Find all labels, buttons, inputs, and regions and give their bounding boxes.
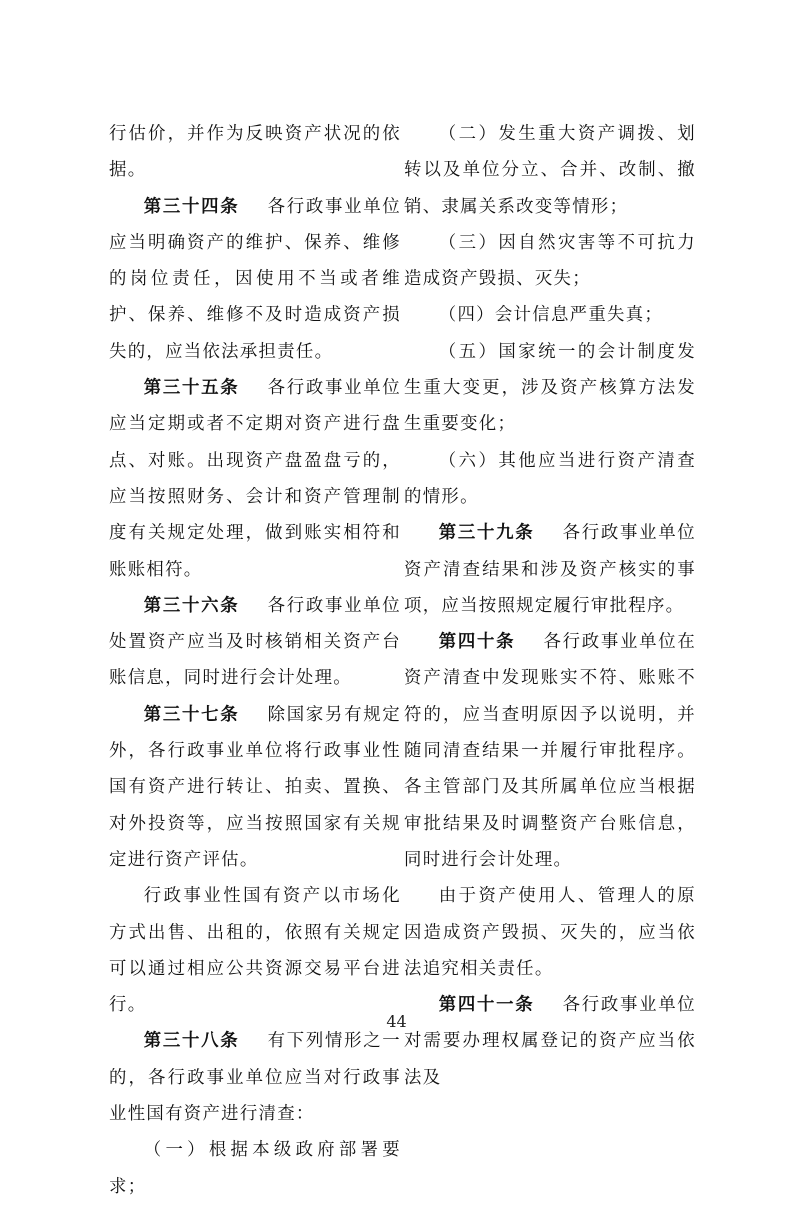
paragraph: 行政事业性国有资产以市场化方式出售、出租的，依照有关规定可以通过相应公共资源交易平台进行。 — [109, 886, 401, 1016]
article-text: 各行政事业单位对需要办理权属登记的资产应当依法及 — [404, 995, 696, 1088]
article-number: 第三十六条 — [143, 595, 240, 616]
article-paragraph — [109, 189, 401, 370]
list-item: （五）国家统一的会计制度发生重大变更，涉及资产核算方法发生重要变化； — [404, 341, 696, 435]
article-paragraph — [109, 370, 401, 588]
article-text: 有下列情形之一的，各行政事业单位应当对行政事业性国有资产进行清查： — [109, 1031, 401, 1125]
article-number: 第三十七条 — [143, 704, 240, 725]
article-paragraph — [109, 1023, 401, 1132]
article-text: 各行政事业单位在资产清查中发现账实不符、账账不符的，应当查明原因予以说明，并随同清查结果一并履行审批程序。各主管部门及其所属单位应当根据审批结果及时调整资产台账信息，同时进行会计处理。 — [404, 632, 697, 870]
article-number: 第三十五条 — [143, 378, 240, 399]
list-item: （二）发生重大资产调拨、划转以及单位分立、合并、改制、撤销、隶属关系改变等情形； — [404, 124, 696, 217]
article-text: 除国家另有规定外，各行政事业单位将行政事业性国有资产进行转让、拍卖、置换、对外投资等，应当按照国家有关规定进行资产评估。 — [109, 704, 401, 870]
list-item: （六）其他应当进行资产清查的情形。 — [404, 450, 696, 507]
list-item: （三）因自然灾害等不可抗力造成资产毁损、灭失； — [404, 232, 696, 290]
paragraph: 行估价，并作为反映资产状况的依据。 — [109, 124, 401, 181]
list-item: （四）会计信息严重失真； — [438, 305, 664, 326]
article-text: 各行政事业单位处置资产应当及时核销相关资产台账信息，同时进行会计处理。 — [109, 595, 401, 689]
paragraph: 由于资产使用人、管理人的原因造成资产毁损、灭失的，应当依法追究相关责任。 — [404, 886, 696, 979]
article-text: 各行政事业单位应当定期或者不定期对资产进行盘点、对账。出现资产盘盈盘亏的，应当按照财务、会计和资产管理制度有关规定处理，做到账实相符和账账相符。 — [109, 378, 401, 580]
article-paragraph — [404, 624, 696, 878]
right-column — [404, 116, 696, 1096]
left-column — [109, 116, 401, 1205]
article-paragraph — [404, 515, 696, 624]
article-text: 各行政事业单位资产清查结果和涉及资产核实的事项，应当按照规定履行审批程序。 — [404, 523, 696, 616]
article-text: 各行政事业单位应当明确资产的维护、保养、维修的岗位责任，因使用不当或者维护、保养、维修不及时造成资产损失的，应当依法承担责任。 — [109, 196, 401, 362]
article-paragraph — [109, 697, 401, 878]
article-number: 第三十四条 — [143, 196, 240, 217]
article-paragraph — [404, 987, 696, 1096]
article-number: 第三十九条 — [438, 523, 535, 544]
article-number: 第四十一条 — [438, 995, 535, 1016]
page-number: 44 — [386, 1012, 407, 1031]
list-item: （一）根据本级政府部署要求； — [109, 1140, 401, 1197]
article-number: 第三十八条 — [143, 1031, 240, 1052]
article-paragraph — [109, 588, 401, 697]
article-number: 第四十条 — [438, 632, 516, 653]
